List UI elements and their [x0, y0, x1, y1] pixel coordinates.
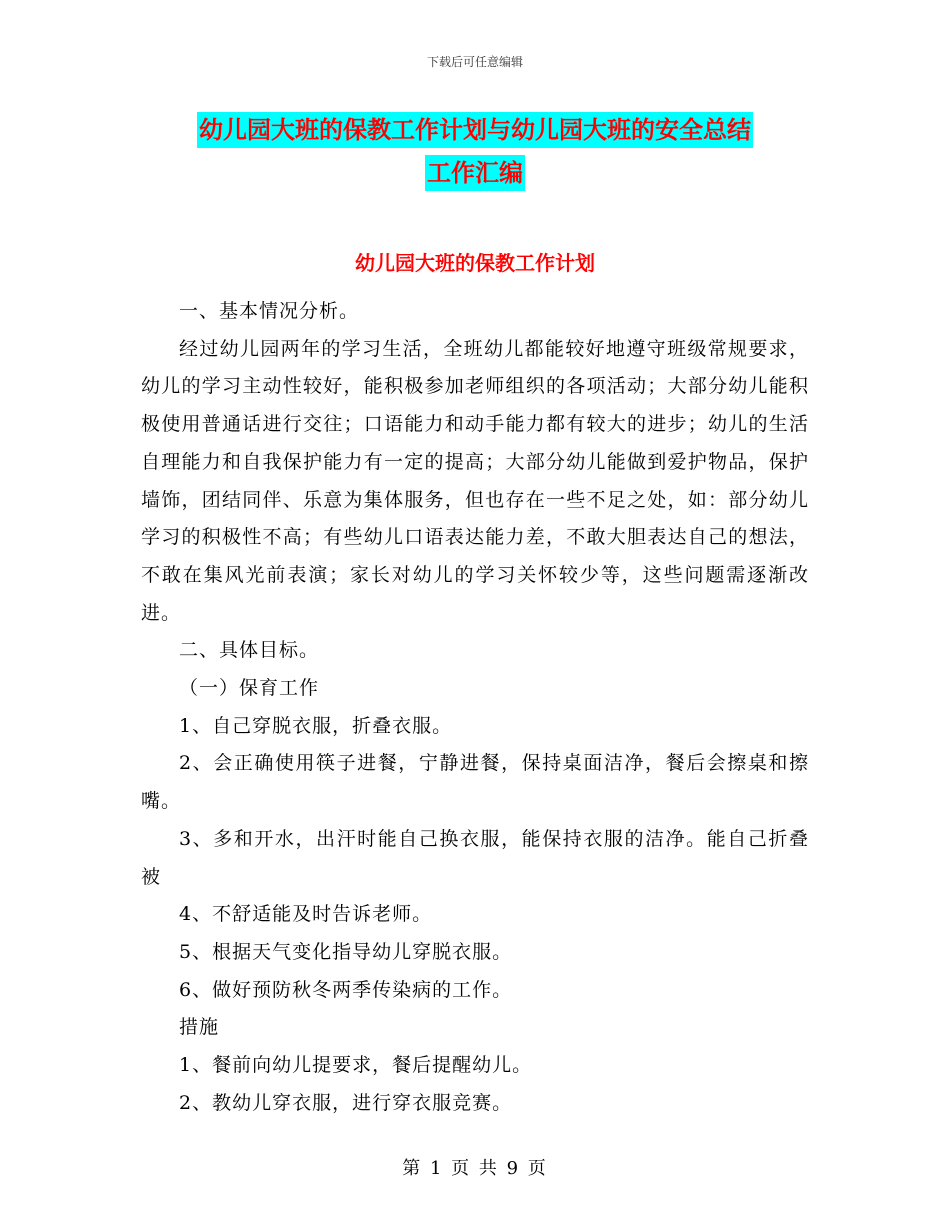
list-item: 5、根据天气变化指导幼儿穿脱衣服。	[179, 940, 513, 963]
paragraph-situation-analysis: 经过幼儿园两年的学习生活，全班幼儿都能较好地遵守班级常规要求，幼儿的学习主动性较好，能积极参加老师组织的各项活动；大部分幼儿能积极使用普通话进行交往；口语能力和动手能力都有较大的进步；幼儿的生活自理能力和自我保护能力有一定的提高；大部分幼儿能做到爱护物品，保护墙饰，团结同伴、乐意为集体服务，但也存在一些不足之处，如：部分幼儿学习的积极性不高；有些幼儿口语表达能力差，不敢大胆表达自己的想法，不敢在集风光前表演；家长对幼儿的学习关怀较少等，这些问题需逐渐改进。	[141, 337, 809, 624]
list-item: 1、自己穿脱衣服，折叠衣服。	[179, 714, 453, 737]
paragraph-heading-goals: 二、具体目标。	[179, 639, 320, 662]
document-body	[141, 293, 809, 1122]
list-item: 1、餐前向幼儿提要求，餐后提醒幼儿。	[179, 1054, 533, 1077]
title-highlight-2: 工作汇编	[425, 155, 525, 191]
title-highlight-1: 幼儿园大班的保教工作计划与幼儿园大班的安全总结	[197, 112, 753, 148]
document-title-line-1	[140, 112, 810, 148]
list-item: 2、会正确使用筷子进餐，宁静进餐，保持桌面洁净，餐后会擦桌和擦嘴。	[141, 752, 809, 813]
list-item: 4、不舒适能及时告诉老师。	[179, 903, 433, 926]
list-item: 2、教幼儿穿衣服，进行穿衣服竞赛。	[179, 1091, 513, 1114]
section-title: 幼儿园大班的保教工作计划	[355, 251, 595, 275]
header-note: 下载后可任意编辑	[426, 55, 523, 69]
paragraph-heading-basic-situation: 一、基本情况分析。	[179, 300, 360, 322]
paragraph-subheading-measures: 措施	[179, 1016, 220, 1039]
paragraph-subheading-care: （一）保育工作	[179, 677, 320, 700]
document-title-line-2	[140, 155, 810, 191]
list-item: 3、多和开水，出汗时能自己换衣服，能保持衣服的洁净。能自己折叠被	[141, 827, 809, 888]
list-item: 6、做好预防秋冬两季传染病的工作。	[179, 978, 513, 1001]
page-number-footer: 第 1 页 共 9 页	[402, 1158, 548, 1179]
